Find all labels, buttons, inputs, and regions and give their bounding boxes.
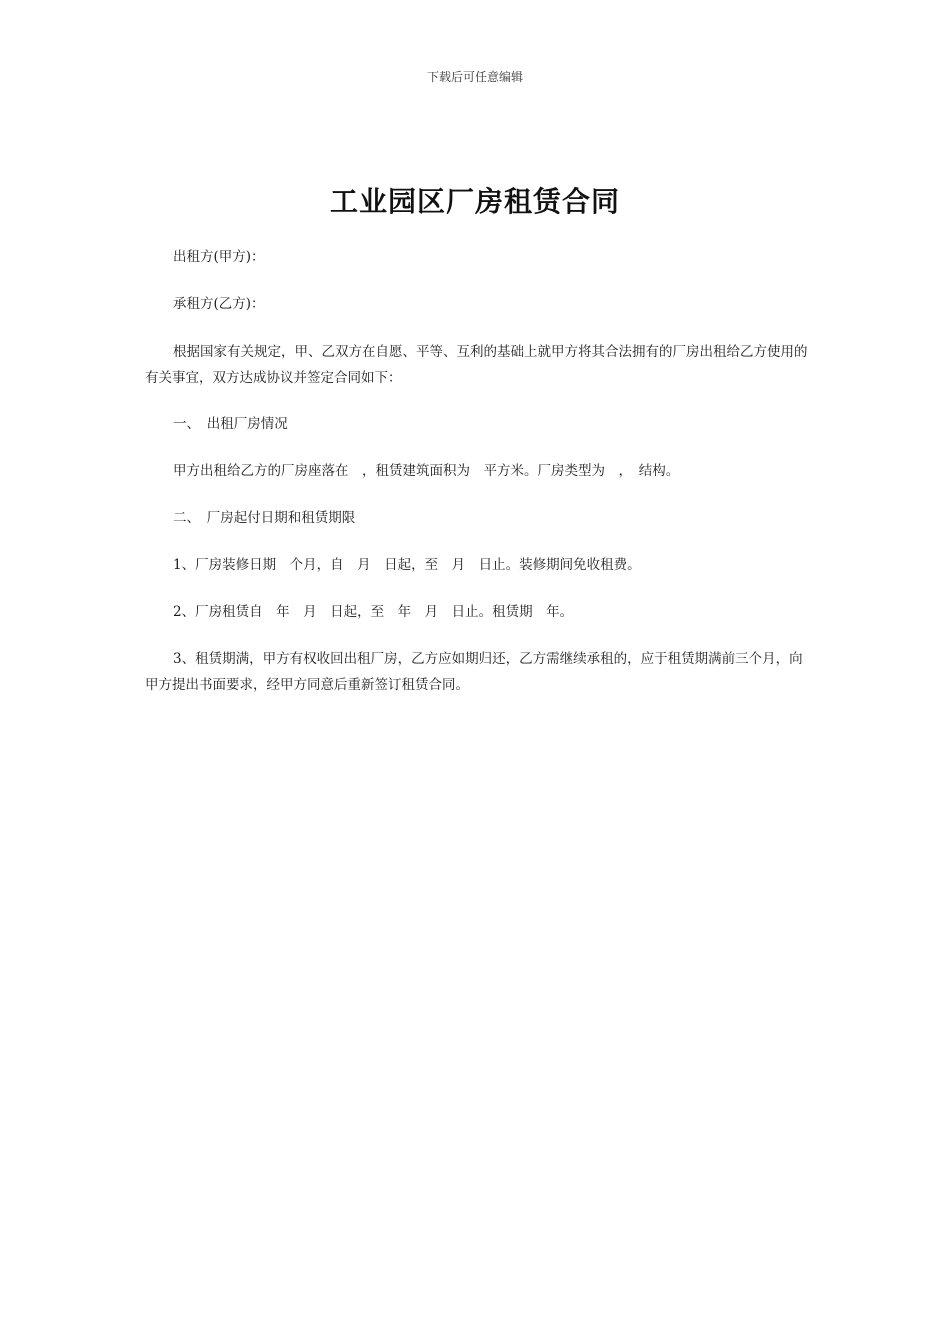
property-description: 甲方出租给乙方的厂房座落在 ，租赁建筑面积为 平方米。厂房类型为 ， 结构。 (173, 463, 680, 479)
preamble-paragraph: 根据国家有关规定，甲、乙双方在自愿、平等、互利的基础上就甲方将其合法拥有的厂房出租给乙方使用的有关事宜，双方达成协议并签定合同如下： (145, 344, 808, 386)
section-heading-2: 二、 厂房起付日期和租赁期限 (173, 510, 356, 526)
document-title: 工业园区厂房租赁合同 (329, 185, 620, 218)
clause-2: 2、厂房租赁自 年 月 日起，至 年 月 日止。租赁期 年。 (173, 604, 574, 620)
lessee-line: 承租方(乙方)： (173, 296, 265, 312)
clause-3: 3、租赁期满，甲方有权收回出租厂房，乙方应如期归还，乙方需继续承租的，应于租赁期满前三个月，向甲方提出书面要求，经甲方同意后重新签订租赁合同。 (145, 651, 803, 693)
lessor-line: 出租方(甲方)： (173, 249, 265, 265)
header-note: 下载后可任意编辑 (426, 70, 523, 84)
clause-1: 1、厂房装修日期 个月，自 月 日起，至 月 日止。装修期间免收租费。 (173, 557, 641, 573)
section-heading-1: 一、 出租厂房情况 (173, 416, 288, 432)
